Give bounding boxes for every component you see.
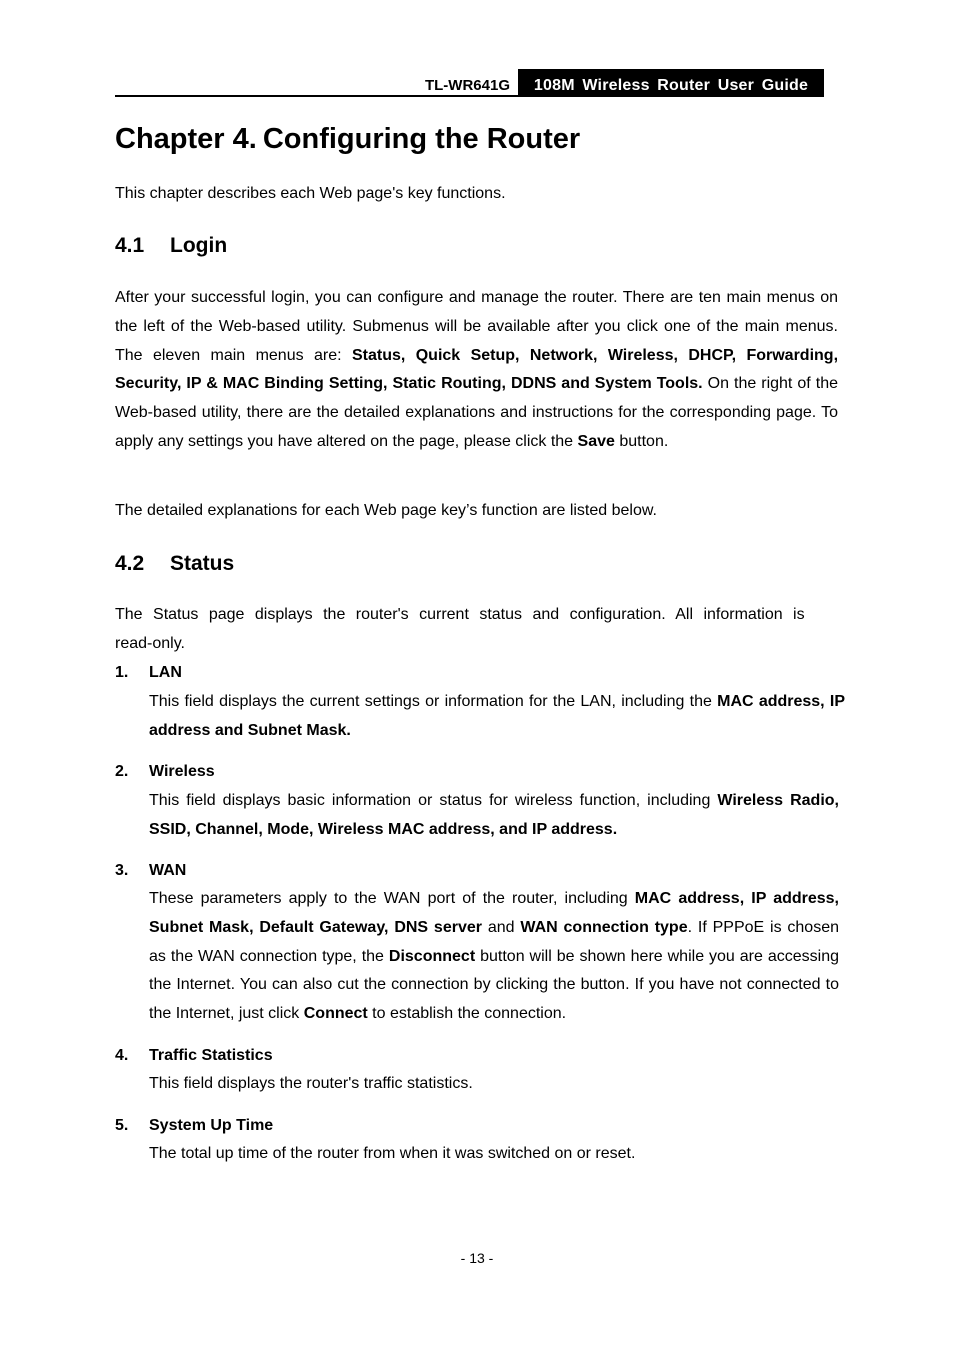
body-bold: MAC address, IP address, Subnet Mask, Default Gateway, DNS server xyxy=(149,890,840,936)
page-number: - 13 - xyxy=(460,1250,494,1266)
list-item-heading: WAN xyxy=(149,862,187,879)
list-item-title xyxy=(115,1047,273,1065)
section-heading-status xyxy=(115,552,234,576)
list-item-title xyxy=(115,664,182,682)
list-item-title xyxy=(115,763,215,781)
body-text: This field displays the current settings or information for the LAN, including the xyxy=(149,693,718,710)
list-item-body xyxy=(149,885,839,1029)
list-item-body: This field displays the router's traffic statistics. xyxy=(149,1075,473,1092)
body-text: This field displays basic information or status for wireless function, including xyxy=(149,792,718,809)
list-item-body xyxy=(149,787,839,845)
list-item-number: 5. xyxy=(115,1117,129,1134)
section-number: 4.2 xyxy=(115,552,145,575)
section-heading-login xyxy=(115,234,227,258)
list-item-number: 4. xyxy=(115,1047,129,1064)
body-text: and xyxy=(481,918,521,936)
body-bold: Disconnect xyxy=(388,947,476,965)
header-rule xyxy=(115,95,824,97)
body-bold: MAC address, IP address and Subnet Mask. xyxy=(149,693,845,739)
section-number: 4.1 xyxy=(115,234,145,257)
section-title: Login xyxy=(170,234,228,257)
login-paragraph xyxy=(115,284,838,457)
body-bold: Wireless Radio, SSID, Channel, Mode, Wireless MAC address, and IP address. xyxy=(149,792,839,838)
chapter-title-text: Configuring the Router xyxy=(262,123,581,155)
status-intro: The Status page displays the router's current status and configuration. All information is read-only. xyxy=(115,606,805,652)
list-item-title xyxy=(115,1117,273,1135)
body-bold: Connect xyxy=(303,1005,368,1023)
chapter-number: Chapter 4. xyxy=(115,123,257,155)
chapter-intro: This chapter describes each Web page's key functions. xyxy=(115,185,506,202)
login-menus-list: Status, Quick Setup, Network, Wireless, DHCP, Forwarding, Security, IP & MAC Binding Setting, Static Routing, DDNS and System Tools. xyxy=(115,346,839,393)
login-text-a: After your successful login, you can configure and manage the router. There are ten main menus on the left of the Web-based utility. Submenus will be available after you click one of the main menus. The eleven main menus are: xyxy=(115,289,838,364)
list-item-body: The total up time of the router from when it was switched on or reset. xyxy=(149,1145,636,1162)
login-text-e: button. xyxy=(614,432,669,450)
body-text: . If PPPoE is chosen as the WAN connection type, the xyxy=(149,918,839,965)
body-text: These parameters apply to the WAN port of the router, including xyxy=(149,890,635,907)
header-guide-title: 108M Wireless Router User Guide xyxy=(518,69,824,97)
list-item-body xyxy=(149,688,845,746)
header-model: TL-WR641G xyxy=(424,77,510,94)
list-item-number: 3. xyxy=(115,862,129,879)
list-item-heading: Traffic Statistics xyxy=(149,1047,273,1064)
login-text-c: On the right of the Web-based utility, there are the detailed explanations and instructions for the corresponding page. To apply any settings you have altered on the page, please click the xyxy=(115,375,838,450)
list-item-title xyxy=(115,862,186,880)
body-text: button will be shown here while you are accessing the Internet. You can also cut the connection by clicking the button. If you have not connected to the Internet, just click xyxy=(149,947,840,1023)
list-item-heading: LAN xyxy=(149,664,182,681)
section-title: Status xyxy=(170,552,235,575)
list-item-number: 2. xyxy=(115,763,129,780)
chapter-title xyxy=(115,123,580,156)
list-item-heading: Wireless xyxy=(149,763,215,780)
body-bold: WAN connection type xyxy=(520,918,688,936)
body-text: to establish the connection. xyxy=(367,1005,567,1023)
login-paragraph-2: The detailed explanations for each Web page key’s function are listed below. xyxy=(115,502,657,519)
list-item-heading: System Up Time xyxy=(149,1117,274,1134)
login-save-label: Save xyxy=(577,432,615,450)
list-item-number: 1. xyxy=(115,664,129,681)
